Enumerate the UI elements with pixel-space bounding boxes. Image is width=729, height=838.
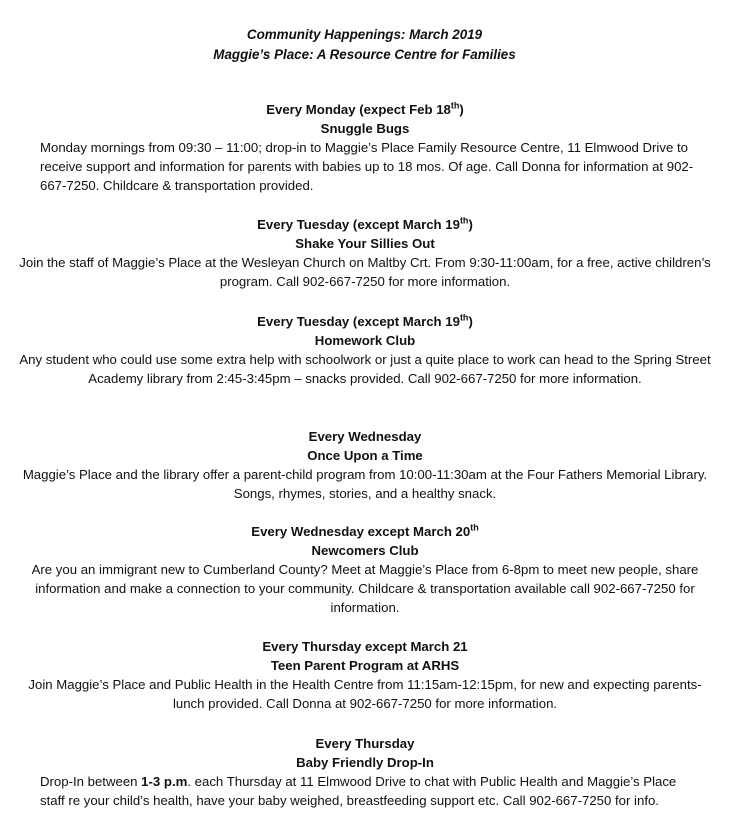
document-header (0, 25, 729, 65)
event-shake-your-sillies-out (18, 215, 712, 291)
event-day: Every Thursday (315, 736, 415, 751)
event-description: Any student who could use some extra help with schoolwork or just a quite place to work can head to the Spring Street Academy library from 2:45-3:45pm – snacks provided. Call 902-667-7250 for more information. (19, 352, 711, 386)
event-description: Join the staff of Maggie’s Place at the Wesleyan Church on Maltby Crt. From 9:30-11:00am, for a free, active children’s program. Call 902-667-7250 for more information. (19, 255, 711, 289)
header-title: Community Happenings: March 2019 (246, 27, 483, 42)
event-day: Every Thursday except March 21 (262, 639, 468, 654)
event-baby-friendly-drop-in (18, 734, 712, 810)
event-title: Snuggle Bugs (320, 121, 410, 136)
event-newcomers-club (18, 522, 712, 617)
event-title: Once Upon a Time (307, 448, 423, 463)
header-subtitle: Maggie’s Place: A Resource Centre for Families (213, 47, 516, 62)
event-description: Drop-In between 1-3 p.m. each Thursday at 11 Elmwood Drive to chat with Public Health and Maggie’s Place staff re your child’s health, have your baby weighed, breastfeeding support etc. Call 902-667-7250 for info. (40, 774, 677, 808)
event-description: Join Maggie’s Place and Public Health in the Health Centre from 11:15am-12:15pm, for new and expecting parents- lunch provided. Call Donna at 902-667-7250 for more information. (28, 677, 702, 711)
event-description: Monday mornings from 09:30 – 11:00; drop-in to Maggie’s Place Family Resource Centre, 11 Elmwood Drive to receive support and information for parents with babies up to 18 mos. Of age. Call Donna for information at 902-667-7250. Childcare & transportation provided. (40, 140, 694, 193)
event-title: Baby Friendly Drop-In (296, 755, 434, 770)
event-title: Teen Parent Program at ARHS (270, 658, 460, 673)
event-once-upon-a-time (18, 427, 712, 503)
event-teen-parent-program (18, 637, 712, 713)
event-day: Every Tuesday (except March 19th) (257, 312, 473, 329)
event-description: Are you an immigrant new to Cumberland County? Meet at Maggie’s Place from 6-8pm to meet new people, share information and make a connection to your community. Childcare & transportation available call 902-667-7250 for information. (31, 562, 699, 615)
event-title: Homework Club (314, 333, 416, 348)
event-homework-club (18, 312, 712, 388)
event-title: Shake Your Sillies Out (295, 236, 435, 251)
event-day: Every Wednesday except March 20th (251, 522, 479, 539)
event-day: Every Wednesday (308, 429, 422, 444)
event-snuggle-bugs (18, 100, 712, 195)
event-description: Maggie’s Place and the library offer a parent-child program from 10:00-11:30am at the Four Fathers Memorial Library. Songs, rhymes, stories, and a healthy snack. (22, 467, 708, 501)
event-title: Newcomers Club (311, 543, 419, 558)
event-day: Every Monday (expect Feb 18th) (266, 100, 464, 117)
event-day: Every Tuesday (except March 19th) (257, 215, 473, 232)
